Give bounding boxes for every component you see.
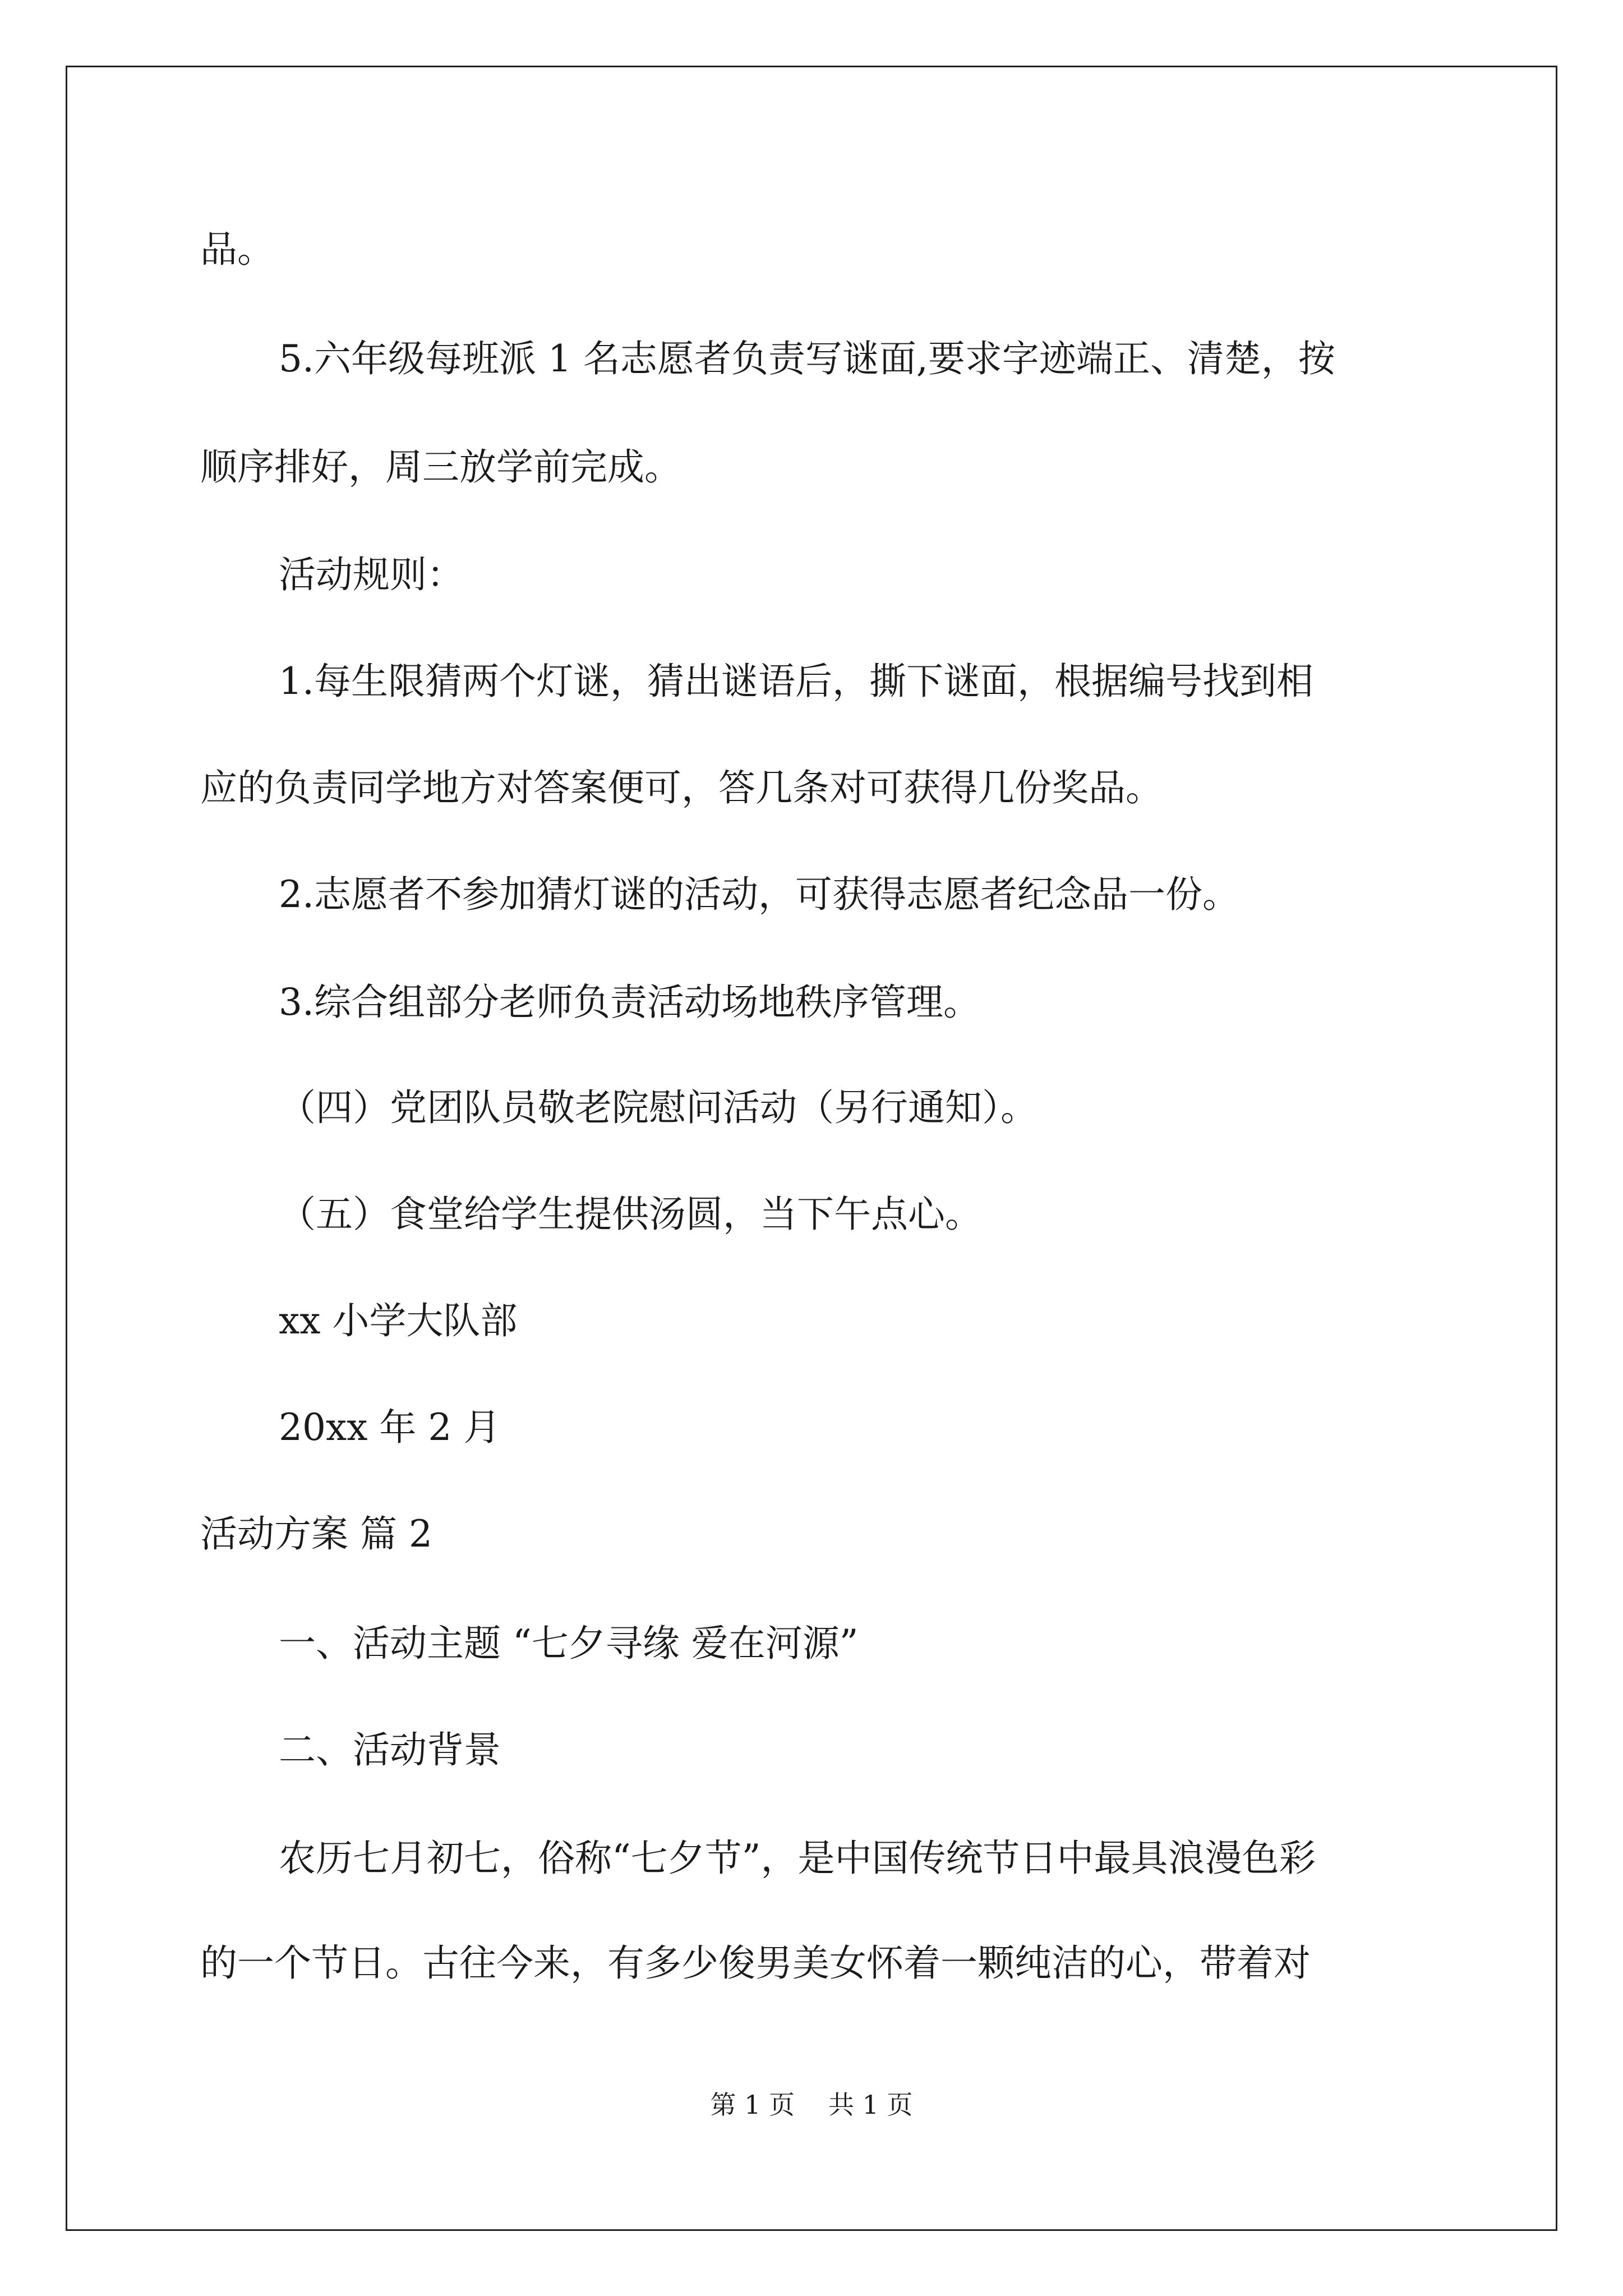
text-line: 一、活动主题 “七夕寻缘 爱在河源” [279,1622,859,1665]
text-line: 1.每生限猜两个灯谜，猜出谜语后，撕下谜面，根据编号找到相 [279,660,1313,703]
text-line: 的一个节日。古往今来，有多少俊男美女怀着一颗纯洁的心，带着对 [200,1941,1311,1985]
text-line: 20xx 年 2 月 [279,1406,501,1449]
section-heading: 活动方案 篇 2 [200,1512,432,1556]
text-line: 应的负责同学地方对答案便可，答几条对可获得几份奖品。 [200,766,1163,809]
page-number-total: 共 1 页 [828,2090,913,2120]
text-line: （五）食堂给学生提供汤圆，当下午点心。 [279,1193,982,1236]
text-line: 农历七月初七，俗称“七夕节”，是中国传统节日中最具浪漫色彩 [279,1837,1316,1880]
text-line: 二、活动背景 [279,1728,501,1772]
text-line: 5.六年级每班派 1 名志愿者负责写谜面,要求字迹端正、清楚，按 [279,337,1335,380]
text-line: （四）党团队员敬老院慰问活动（另行通知）。 [279,1086,1038,1129]
text-line: 2.志愿者不参加猜灯谜的活动，可获得志愿者纪念品一份。 [279,873,1239,916]
text-line: xx 小学大队部 [279,1299,518,1342]
text-line: 品。 [200,228,274,271]
text-line: 3.综合组部分老师负责活动场地秩序管理。 [279,981,980,1024]
text-line: 顺序排好，周三放学前完成。 [200,445,681,489]
page-number-current: 第 1 页 [710,2090,795,2120]
page-border [66,66,1557,2231]
text-line: 活动规则： [279,553,464,596]
page-footer [0,2088,1623,2122]
